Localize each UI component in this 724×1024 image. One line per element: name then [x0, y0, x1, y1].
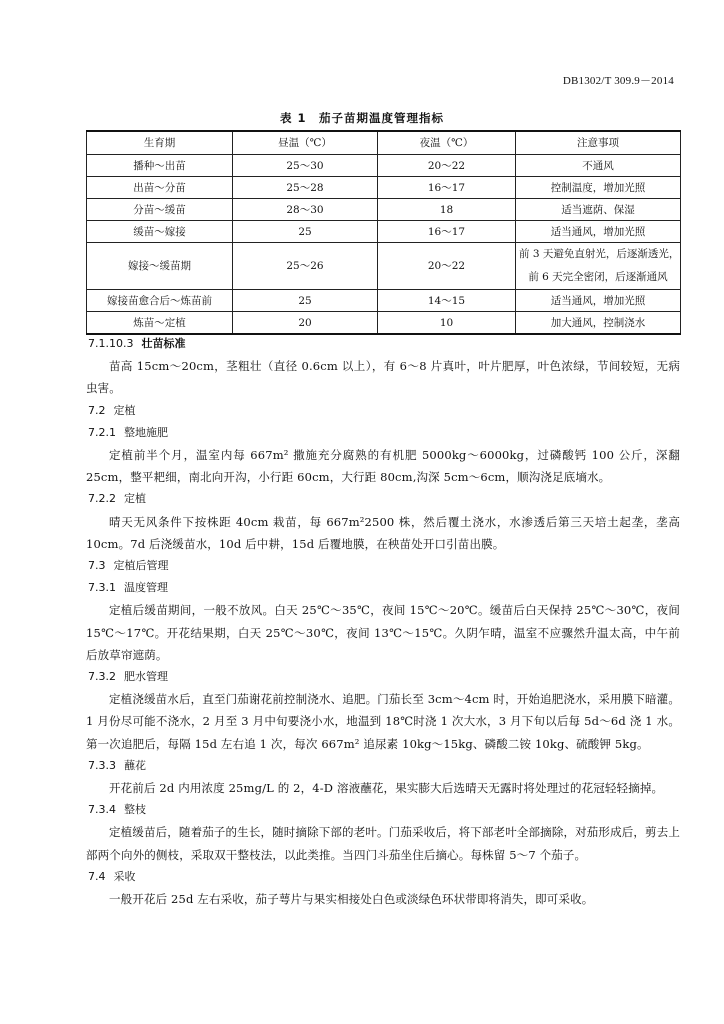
- section-title: 采收: [113, 869, 136, 883]
- section-title: 温度管理: [124, 581, 168, 595]
- section-number: 7.3: [88, 559, 106, 573]
- table-title: 表 1 茄子苗期温度管理指标: [279, 111, 444, 125]
- table-row: [87, 199, 681, 221]
- table-cell-stage: 炼苗～定植: [87, 312, 233, 335]
- temperature-table: [86, 130, 681, 335]
- table-cell-stage: 缓苗～嫁接: [87, 221, 233, 243]
- table-cell-note: [516, 199, 681, 221]
- table-row: [87, 177, 681, 199]
- section-number: 7.2: [88, 403, 106, 417]
- column-header: 昼温（℃）: [233, 131, 378, 155]
- paragraph: 苗高 15cm～20cm，茎粗壮（直径 0.6cm 以上），有 6～8 片真叶，叶片肥厚，叶色浓绿，节间较短，无病虫害。: [86, 359, 680, 396]
- table-cell-note: [516, 312, 681, 335]
- column-header: 夜温（℃）: [378, 131, 516, 155]
- table-cell-stage: 嫁接～缓苗期: [87, 243, 233, 290]
- paragraph: 定植前半个月，温室内每 667m² 撒施充分腐熟的有机肥 5000kg～6000kg，过磷酸钙 100 公斤，深翻 25cm，整平耙细，南北向开沟，小行距 60cm，大行距 80cm,沟深 5cm～6cm，顺沟浇足底墒水。: [86, 448, 680, 485]
- paragraph: 开花前后 2d 内用浓度 25mg/L 的 2，4-D 溶液蘸花，果实膨大后选晴天无露时将处理过的花冠轻轻摘掉。: [109, 781, 664, 796]
- note-line: 适当遮荫、保湿: [561, 203, 635, 216]
- section-number: 7.3.4: [88, 803, 116, 817]
- section-title: 定植后管理: [113, 559, 169, 573]
- table-row: [87, 312, 681, 335]
- section-title: 肥水管理: [124, 670, 168, 684]
- table-cell-note: [516, 243, 681, 290]
- table-cell-note: [516, 177, 681, 199]
- section-number: 7.2.2: [88, 492, 116, 506]
- note-line: 适当通风，增加光照: [550, 225, 646, 238]
- paragraph: 定植浇缓苗水后，直至门茄谢花前控制浇水、追肥。门茄长至 3cm～4cm 时，开始追肥浇水，采用膜下暗灌。1 月份尽可能不浇水，2 月至 3 月中旬要浇小水，地温到 18℃时浇 1 次大水，3 月下旬以后每 5d～6d 浇 1 水。第一次追肥后，每隔 15d 左右追 1 次，每次 667m² 追尿素 10kg～15kg、磷酸二铵 10kg、硫酸钾 5kg。: [86, 692, 680, 751]
- section-title: 壮苗标准: [141, 337, 186, 350]
- document-code: DB1302/T 309.9－2014: [562, 75, 674, 87]
- section-title: 整枝: [124, 803, 146, 817]
- note-line: 前 3 天避免直射光，后逐渐透光，: [519, 248, 680, 260]
- section-title: 蘸花: [124, 758, 146, 772]
- section-number: 7.3.2: [88, 670, 116, 684]
- table-cell-night: 16～17: [378, 177, 516, 199]
- table-cell-note: [516, 155, 681, 177]
- section-number: 7.4: [88, 869, 106, 883]
- section-number: 7.2.1: [88, 425, 116, 439]
- table-cell-day: 25～26: [233, 243, 378, 290]
- section-heading: [86, 866, 680, 888]
- table-cell-stage: 分苗～缓苗: [87, 199, 233, 221]
- paragraph: 定植缓苗后，随着茄子的生长，随时摘除下部的老叶。门茄采收后，将下部老叶全部摘除，对茄形成后，剪去上部两个向外的侧枝，采取双干整枝法，以此类推。当四门斗茄坐住后摘心。每株留 5～7 个茄子。: [86, 825, 680, 862]
- section-heading: [86, 755, 680, 777]
- table-row: [87, 243, 681, 290]
- section-heading: [86, 577, 680, 599]
- section-heading: [86, 333, 680, 355]
- table-row: [87, 221, 681, 243]
- table-row: [87, 290, 681, 312]
- table-cell-night: 14～15: [378, 290, 516, 312]
- section-heading: [86, 488, 680, 510]
- paragraph: 定植后缓苗期间，一般不放风。白天 25℃～35℃，夜间 15℃～20℃。缓苗后白天保持 25℃～30℃，夜间 15℃～17℃。开花结果期，白天 25℃～30℃，夜间 13℃～15℃。久阴乍晴，温室不应骤然升温太高，中午前后放草帘遮荫。: [86, 603, 680, 662]
- paragraph: 一般开花后 25d 左右采收，茄子萼片与果实相接处白色或淡绿色环状带即将消失，即可采收。: [109, 892, 594, 907]
- table-cell-note: [516, 221, 681, 243]
- column-header: 注意事项: [516, 131, 681, 155]
- table-cell-night: 20～22: [378, 155, 516, 177]
- note-line: 适当通风，增加光照: [550, 294, 646, 307]
- section-title: 整地施肥: [124, 425, 168, 439]
- table-cell-stage: 播种～出苗: [87, 155, 233, 177]
- paragraph: 晴天无风条件下按株距 40cm 栽苗，每 667m²2500 株，然后覆土浇水，水渗透后第三天培土起垄，垄高 10cm。7d 后浇缓苗水，10d 后中耕，15d 后覆地膜，在秧苗处开口引苗出膜。: [86, 514, 680, 551]
- table-cell-night: 18: [378, 199, 516, 221]
- section-number: 7.3.3: [88, 758, 116, 772]
- table-cell-day: 25～30: [233, 155, 378, 177]
- table-cell-stage: 出苗～分苗: [87, 177, 233, 199]
- section-number: 7.1.10.3: [88, 337, 134, 350]
- table-cell-stage: 嫁接苗愈合后～炼苗前: [87, 290, 233, 312]
- section-number: 7.3.1: [88, 581, 116, 595]
- table-cell-day: 20: [233, 312, 378, 335]
- note-line: 前 6 天完全密闭，后逐渐通风: [528, 271, 668, 283]
- table-cell-day: 25: [233, 221, 378, 243]
- table-cell-day: 25: [233, 290, 378, 312]
- note-line: 不通风: [582, 159, 614, 172]
- table-cell-night: 10: [378, 312, 516, 335]
- section-title: 定植: [124, 492, 146, 506]
- table-cell-day: 28～30: [233, 199, 378, 221]
- table-header-row: [87, 131, 681, 155]
- section-heading: [86, 555, 680, 577]
- table-cell-day: 25～28: [233, 177, 378, 199]
- section-title: 定植: [113, 403, 136, 417]
- table-cell-night: 16～17: [378, 221, 516, 243]
- table-row: [87, 155, 681, 177]
- document-body: [86, 333, 680, 910]
- section-heading: [86, 400, 680, 422]
- note-line: 加大通风，控制浇水: [550, 316, 646, 329]
- table-cell-night: 20～22: [378, 243, 516, 290]
- section-heading: [86, 422, 680, 444]
- section-heading: [86, 666, 680, 688]
- section-heading: [86, 799, 680, 821]
- column-header: 生育期: [87, 131, 233, 155]
- table-cell-note: [516, 290, 681, 312]
- note-line: 控制温度，增加光照: [550, 181, 646, 194]
